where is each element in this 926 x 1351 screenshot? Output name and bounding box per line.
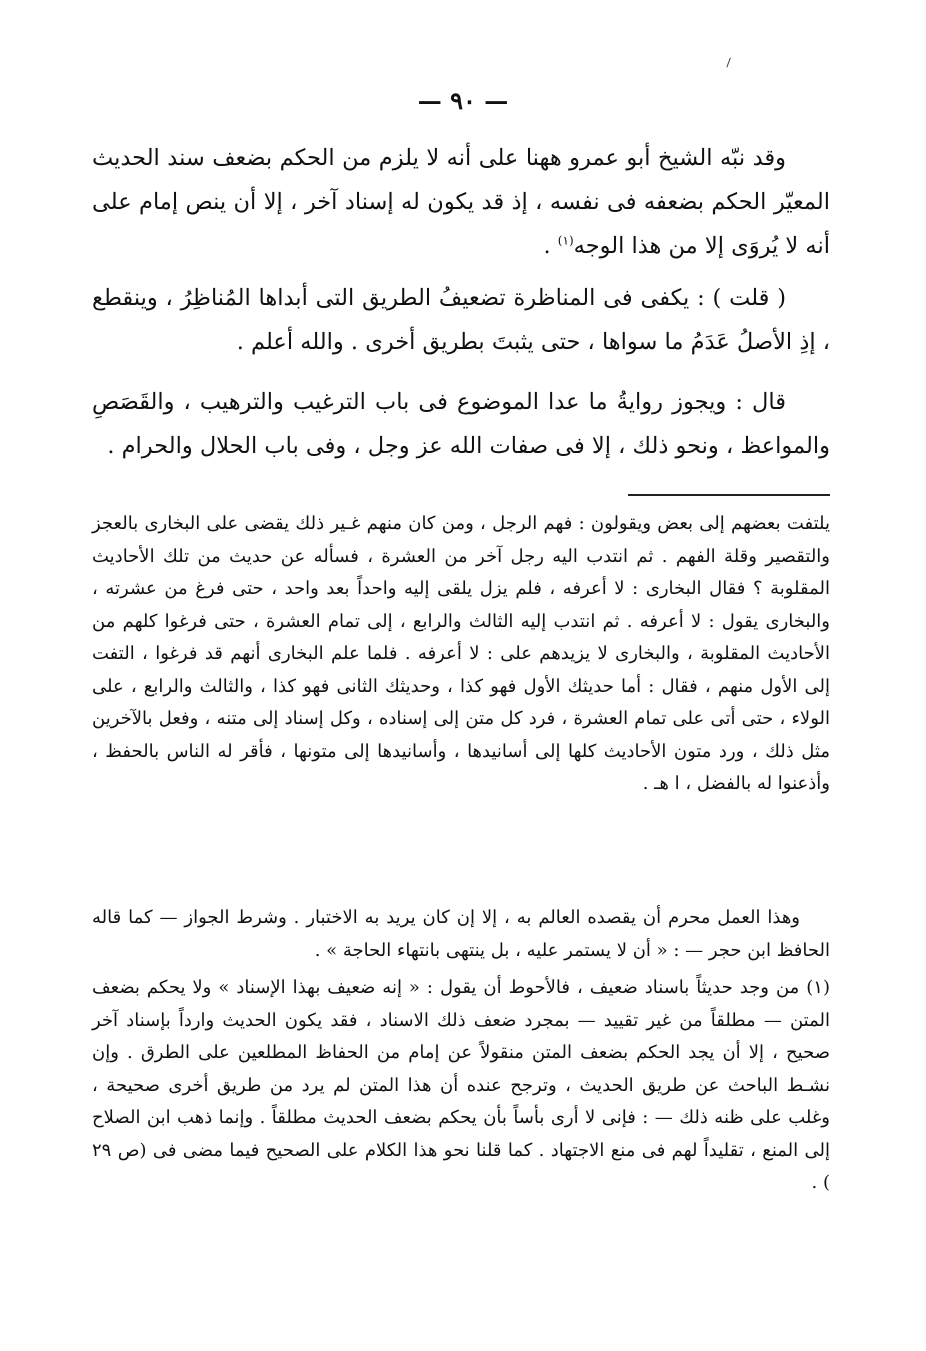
footnote-reference[interactable]: (١) [557, 233, 574, 248]
footnote-separator [628, 494, 830, 496]
main-text [92, 136, 830, 476]
paragraph-3: قال : ويجوز روايةُ ما عدا الموضوع فى باب الترغيب والترهيب ، والقَصَصِ والمواعظ ، ونحو ذلك ، إلا فى صفات الله عز وجل ، وفى باب الحلال والحرام . [92, 389, 830, 459]
scan-mark [726, 58, 733, 69]
footnote-continuation: يلتفت بعضهم إلى بعض ويقولون : فهم الرجل ، ومن كان منهم غـير ذلك يقضى على البخارى بالعجز والتقصير وقلة الفهم . ثم انتدب اليه رجل آخر من العشرة ، فسأله عن حديث من تلك الأحاديث المقلوبة ؟ فقال البخارى : لا أعرفه ، فلم يزل يلقى إليه واحداً بعد واحد ، حتى فرغ من عشرته ، والبخارى يقول : لا أعرفه . ثم انتدب إليه الثالث والرابع ، إلى تمام العشرة ، حتى فرغوا كلهم من الأحاديث المقلوبة ، والبخارى لا يزيدهم على : لا أعرفه . فلما علم البخارى أنهم قد فرغوا ، التفت إلى الأول منهم ، فقال : أما حديثك الأول فهو كذا ، وحديثك الثانى فهو كذا ، والثالث والرابع ، على الولاء ، حتى أتى على تمام العشرة ، فرد كل متن إلى إسناده ، وكل إسناد إلى متنه ، وفعل بالآخرين مثل ذلك ، ورد متون الأحاديث كلها إلى أسانيدها ، وأسانيدها إلى متونها ، فأقر له الناس بالحفظ ، وأذعنوا له بالفضل ، ا هـ . [92, 513, 831, 794]
paragraph-1-end: . [543, 233, 558, 259]
page-number: — ٩٠ — [417, 86, 509, 115]
footnotes-section [92, 508, 830, 1200]
footnote-remark: وهذا العمل محرم أن يقصده العالم به ، إلا إن كان يريد به الاختبار . وشرط الجواز — كما قاله الحافظ ابن حجر — : « أن لا يستمر عليه ، بل ينتهى بانتهاء الحاجة » . [92, 907, 830, 961]
paragraph-2: ( قلت ) : يكفى فى المناظرة تضعيفُ الطريق التى أبداها المُناظِرُ ، وينقطع ، إذِ الأصلُ عَدَمُ ما سواها ، حتى يثبتَ بطريق أخرى . والله أعلم . [92, 285, 830, 355]
paragraph-1 [92, 136, 830, 276]
footnote-1: (١) من وجد حديثاً باسناد ضعيف ، فالأحوط أن يقول : « إنه ضعيف بهذا الإسناد » ولا يحكم بضعف المتن — مطلقاً من غير تقييد — بمجرد ضعف ذلك الاسناد ، فقد يكون الحديث وارداً بإسناد آخر صحيح ، إلا أن يجد الحكم بضعف المتن منقولاً عن إمام من الحفاظ المطلعين على الطرق . وإن نشـط الباحث عن طريق الحديث ، وترجح عنده أن هذا المتن لم يرد من طريق أخرى صحيحة ، وغلب على ظنه ذلك — : فإنى لا أرى بأساً بأن يحكم بضعف الحديث مطلقاً . وإنما ذهب ابن الصلاح إلى المنع ، تقليداً لهم فى منع الاجتهاد . كما قلنا نحو هذا الكلام على الصحيح فيما مضى فى (ص ٢٩ ) . [92, 977, 831, 1193]
paragraph-1-text: وقد نبّه الشيخ أبو عمرو ههنا على أنه لا يلزم من الحكم بضعف سند الحديث المعيّر الحكم بضعفه فى نفسه ، إذ قد يكون له إسناد آخر ، إلا أن ينص إمام على أنه لا يُروَى إلا من هذا الوجه [92, 145, 830, 259]
